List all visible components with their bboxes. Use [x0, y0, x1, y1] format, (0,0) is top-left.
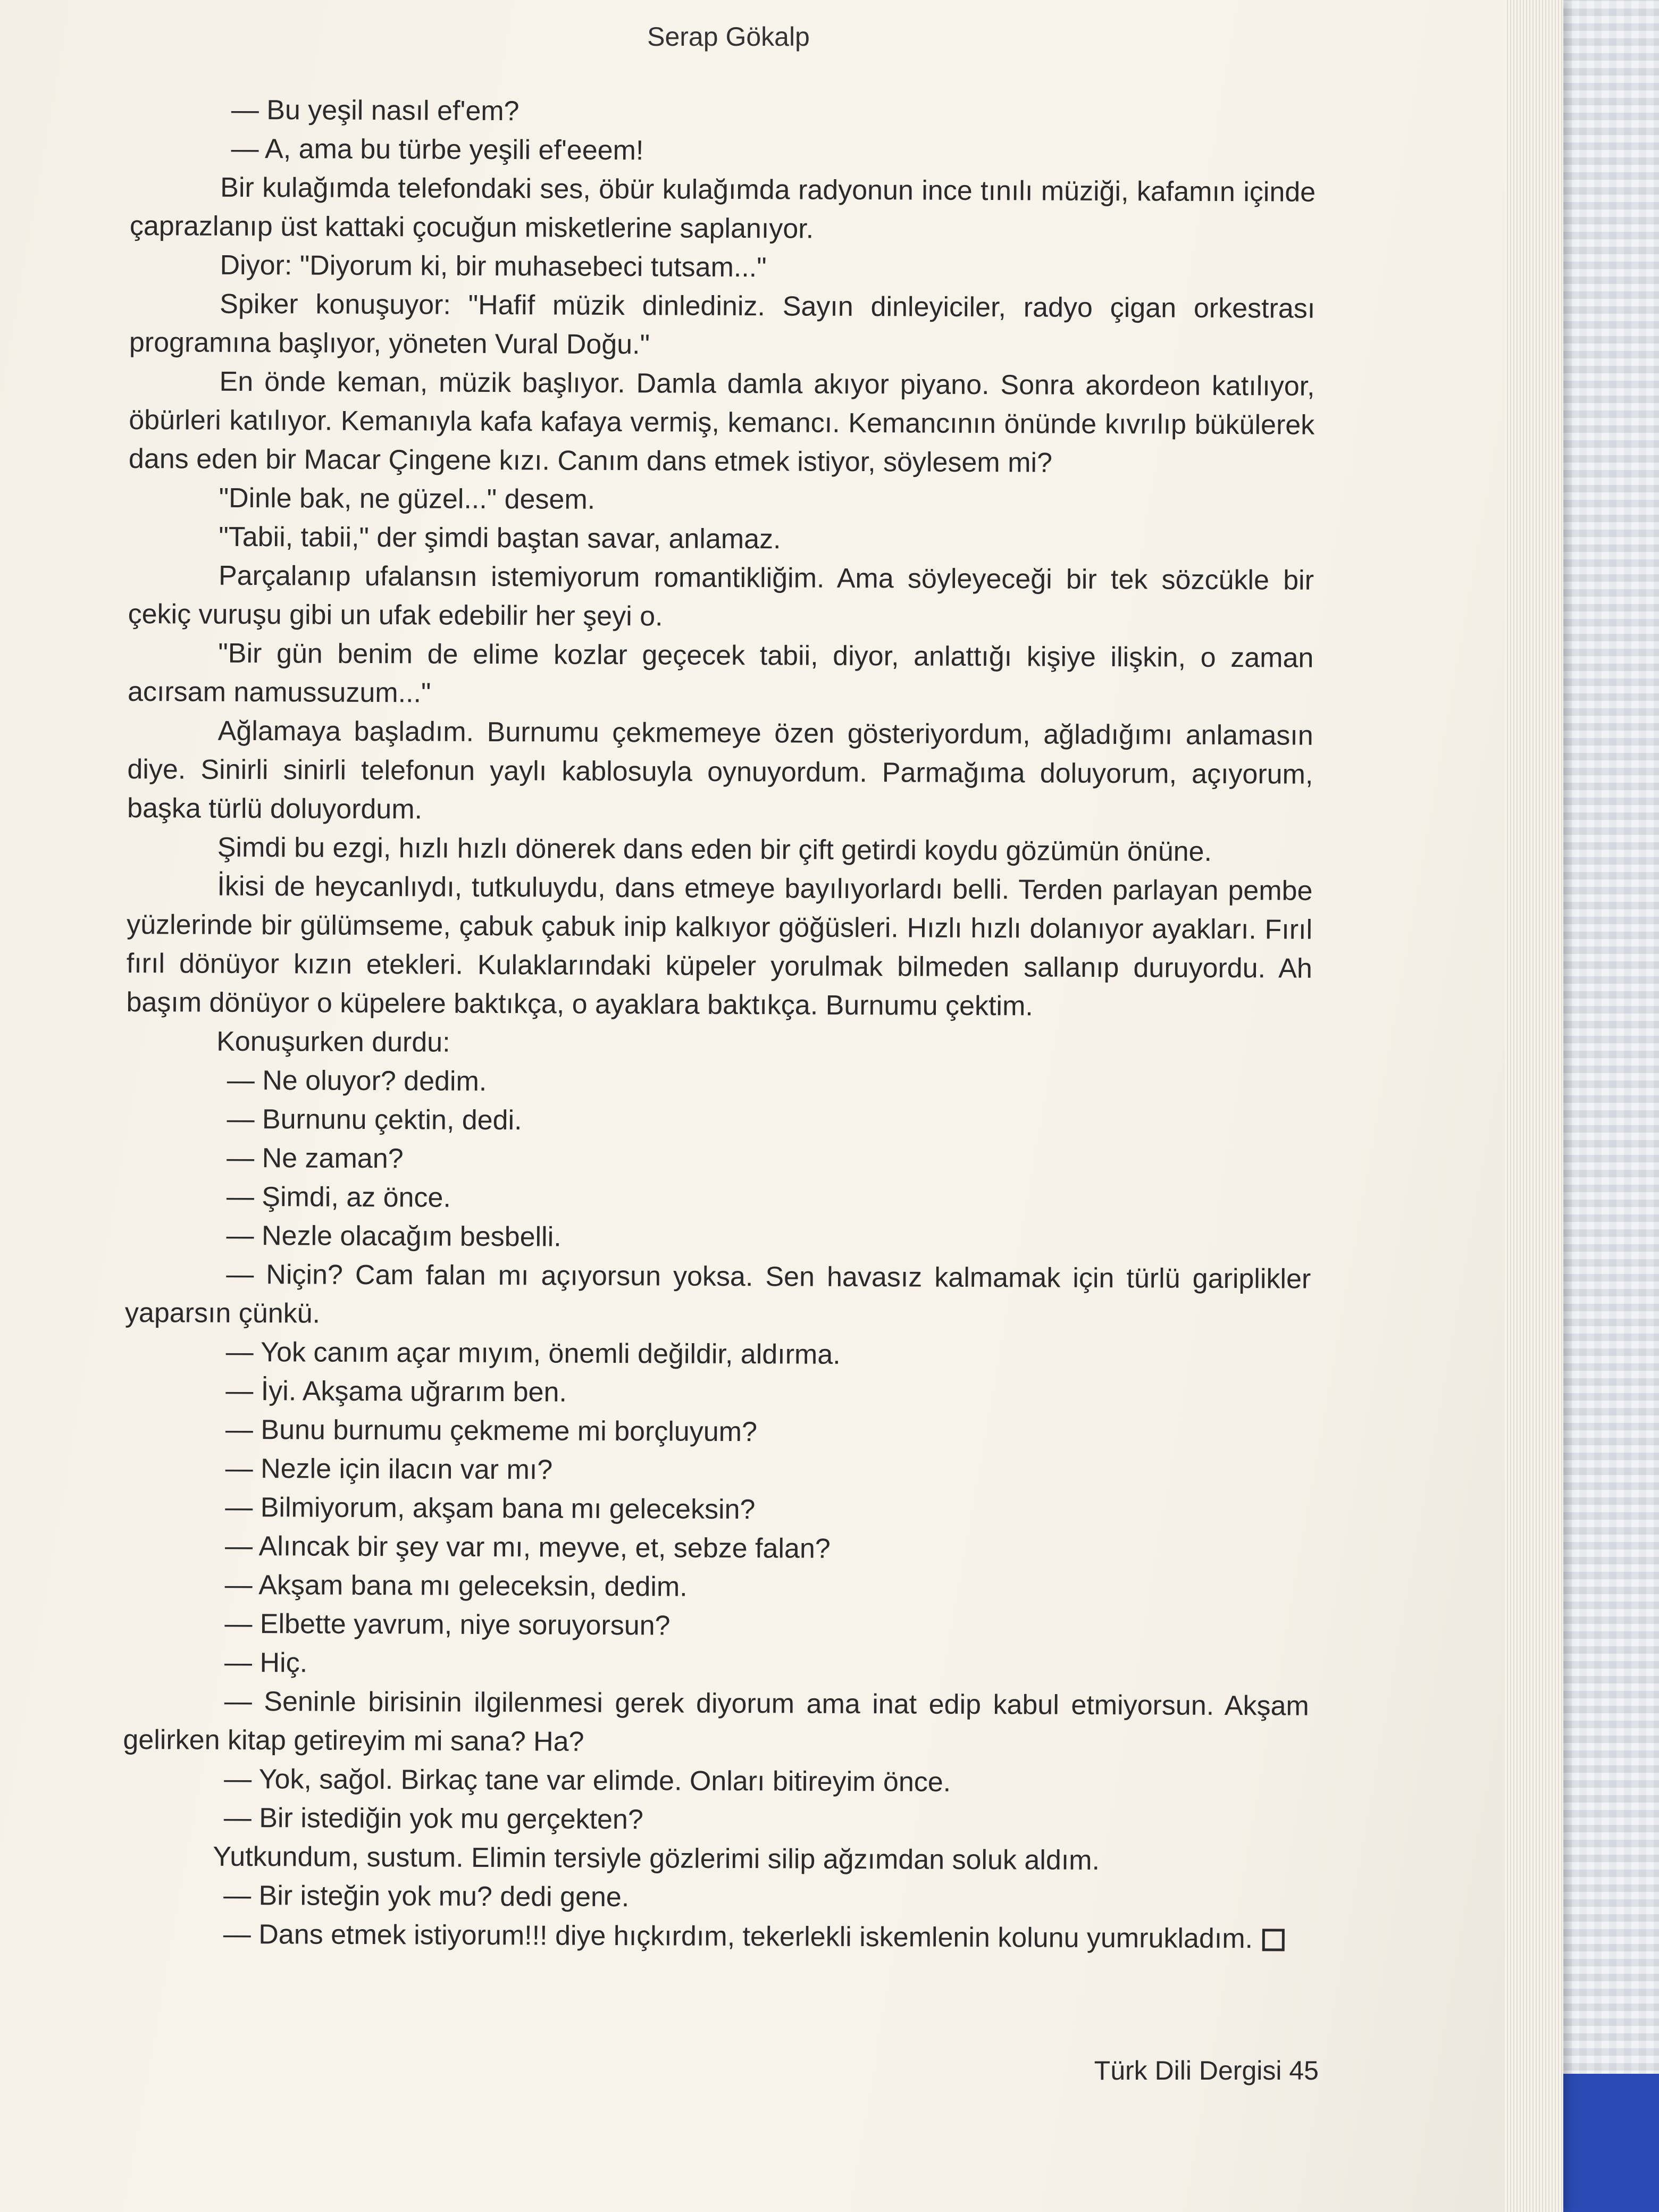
dialogue-line: — Şimdi, az önce. [226, 1181, 451, 1213]
dialogue-line: — İyi. Akşama uğrarım ben. [225, 1375, 567, 1408]
dialogue-line: — Ne oluyor? dedim. [227, 1065, 487, 1097]
paragraph: Diyor: "Diyorum ki, bir muhasebeci tutsam..." [220, 249, 767, 283]
dialogue-line: — Burnunu çektin, dedi. [227, 1103, 522, 1136]
dialogue-line: — Niçin? Cam falan mı açıyorsun yoksa. Sen havasız kalmamak için türlü gariplikler yaparsın çünkü. [124, 1259, 1311, 1329]
dialogue-line: — Seninle birisinin ilgilenmesi gerek diyorum ama inat edip kabul etmiyorsun. Akşam gelirken kitap getireyim mi sana? Ha? [123, 1686, 1309, 1757]
paragraph: — Bu yeşil nasıl ef'em? [231, 94, 520, 127]
dialogue-line: — Bunu burnumu çekmeme mi borçluyum? [225, 1414, 758, 1448]
paragraph: Bir kulağımda telefondaki ses, öbür kulağımda radyonun ince tınılı müziği, kafamın içinde çaprazlanıp üst kattaki çocuğun misketlerine saplanıyor. [129, 172, 1316, 245]
paragraph: Parçalanıp ufalansın istemiyorum romantikliğim. Ama söyleyeceği bir tek sözcükle bir çekiç vuruşu gibi un ufak edebilir her şeyi o. [128, 560, 1314, 632]
final-line-text: — Dans etmek istiyorum!!! diye hıçkırdım, tekerlekli iskemlenin kolunu yumrukladım. [223, 1918, 1253, 1955]
page-footer-folio: Türk Dili Dergisi 45 [1094, 2056, 1319, 2085]
dialogue-line: — Hiç. [224, 1647, 308, 1679]
paragraph: — A, ama bu türbe yeşili ef'eeem! [231, 133, 644, 166]
dialogue-line: — Akşam bana mı geleceksin, dedim. [224, 1569, 688, 1603]
dialogue-line: — Yok, sağol. Birkaç tane var elimde. Onları bitireyim önce. [224, 1763, 951, 1798]
paragraph: Ağlamaya başladım. Burnumu çekmemeye özen gösteriyordum, ağladığımı anlamasın diye. Sinirli sinirli telefonun yaylı kablosuyla oynuyordum. Parmağıma doluyorum, açıyorum, başka türlü doluyordum. [127, 715, 1313, 825]
dialogue-line: — Bir isteğin yok mu? dedi gene. [223, 1880, 630, 1913]
paragraph: İkisi de heycanlıydı, tutkuluydu, dans etmeye bayılıyorlardı belli. Terden parlayan pembe yüzlerinde bir gülümseme, çabuk çabuk inip kalkıyor göğüsleri. Hızlı hızlı dolanıyor ayakları. Fırıl fırıl dönüyor kızın etekleri. Kulaklarındaki küpeler yorulmak bilmeden sallanıp duruyordu. Ah başım dönüyor o küpelere baktıkça, o ayaklara baktıkça. Burnumu çektim. [126, 870, 1313, 1022]
paragraph: "Tabii, tabii," der şimdi baştan savar, anlamaz. [219, 521, 781, 555]
paragraph: En önde keman, müzik başlıyor. Damla damla akıyor piyano. Sonra akordeon katılıyor, öbürleri katılıyor. Kemanıyla kafa kafaya vermiş, kemancı. Kemancının önünde kıvrılıp bükülerek dans eden bir Macar Çingene kızı. Canım dans etmek istiyor, söylesem mi? [128, 366, 1315, 479]
dialogue-line: — Nezle için ilacın var mı? [225, 1453, 553, 1486]
dialogue-line: — Yok canım açar mıyım, önemli değildir, aldırma. [225, 1336, 841, 1370]
paragraph: Spiker konuşuyor: "Hafif müzik dinlediniz. Sayın dinleyiciler, radyo çigan orkestrası programına başlıyor, yöneten Vural Doğu." [129, 288, 1316, 361]
paragraph: Yutkundum, sustum. Elimin tersiyle gözlerimi silip ağzımdan soluk aldım. [213, 1841, 1100, 1876]
running-head: Serap Gökalp [647, 22, 810, 52]
dialogue-line: — Ne zaman? [227, 1142, 404, 1175]
story-text [122, 90, 1316, 1959]
end-of-story-mark [1262, 1929, 1285, 1951]
dialogue-line-final [122, 1915, 1308, 1959]
dialogue-line: — Elbette yavrum, niye soruyorsun? [224, 1608, 671, 1641]
dialogue-line: — Nezle olacağım besbelli. [226, 1220, 562, 1253]
paragraph: "Bir gün benim de elime kozlar geçecek tabii, diyor, anlattığı kişiye ilişkin, o zaman acırsam namussuzum..." [127, 638, 1314, 709]
dialogue-line: — Alıncak bir şey var mı, meyve, et, sebze falan? [224, 1530, 831, 1564]
paragraph: Şimdi bu ezgi, hızlı hızlı dönerek dans eden bir çift getirdi koydu gözümün önüne. [217, 832, 1212, 867]
paragraph: "Dinle bak, ne güzel..." desem. [219, 482, 596, 515]
dialogue-line: — Bir istediğin yok mu gerçekten? [223, 1802, 643, 1836]
dialogue-line: — Bilmiyorum, akşam bana mı geleceksin? [225, 1492, 756, 1526]
paragraph: Konuşurken durdu: [216, 1026, 450, 1058]
